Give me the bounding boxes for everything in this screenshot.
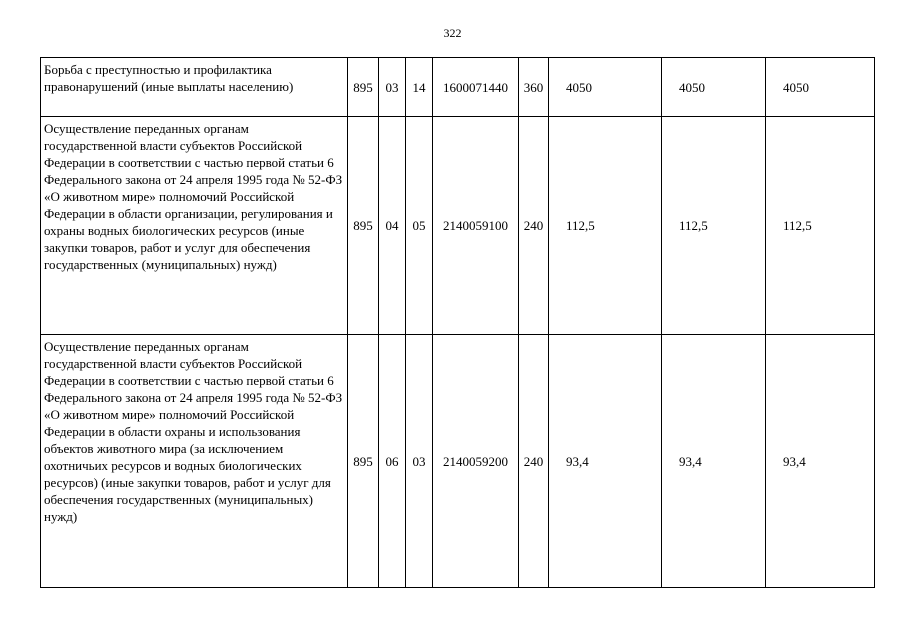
expense-type-code: 240 [519, 335, 549, 588]
ministry-code: 895 [348, 117, 379, 335]
target-article-code: 2140059200 [433, 335, 519, 588]
amount-year-1: 112,5 [549, 117, 662, 335]
section-code: 03 [379, 58, 406, 117]
amount-year-2: 93,4 [662, 335, 766, 588]
ministry-code: 895 [348, 58, 379, 117]
ministry-code: 895 [348, 335, 379, 588]
amount-year-1: 4050 [549, 58, 662, 117]
target-article-code: 1600071440 [433, 58, 519, 117]
subsection-code: 03 [406, 335, 433, 588]
amount-year-2: 112,5 [662, 117, 766, 335]
table-row [41, 117, 875, 335]
expense-description: Осуществление переданных органам государственной власти субъектов Российской Федерации в соответствии с частью первой статьи 6 Федерального закона от 24 апреля 1995 года № 52-ФЗ «О животном мире» полномочий Российской Федерации в области охраны и использования объектов животного мира (за исключением охотничьих ресурсов и водных биологических ресурсов) (иные закупки товаров, работ и услуг для обеспечения государственных (муниципальных) нужд) [41, 335, 348, 588]
target-article-code: 2140059100 [433, 117, 519, 335]
amount-year-3: 4050 [766, 58, 875, 117]
subsection-code: 14 [406, 58, 433, 117]
table-row [41, 335, 875, 588]
expense-type-code: 360 [519, 58, 549, 117]
subsection-code: 05 [406, 117, 433, 335]
table-row [41, 58, 875, 117]
page-number: 322 [443, 26, 462, 40]
amount-year-1: 93,4 [549, 335, 662, 588]
expense-description: Осуществление переданных органам государственной власти субъектов Российской Федерации в соответствии с частью первой статьи 6 Федерального закона от 24 апреля 1995 года № 52-ФЗ «О животном мире» полномочий Российской Федерации в области организации, регулирования и охраны водных биологических ресурсов (иные закупки товаров, работ и услуг для обеспечения государственных (муниципальных) нужд) [41, 117, 348, 335]
expense-description: Борьба с преступностью и профилактика правонарушений (иные выплаты населению) [41, 58, 348, 117]
amount-year-3: 112,5 [766, 117, 875, 335]
section-code: 06 [379, 335, 406, 588]
amount-year-3: 93,4 [766, 335, 875, 588]
expense-type-code: 240 [519, 117, 549, 335]
section-code: 04 [379, 117, 406, 335]
budget-table [40, 57, 875, 588]
amount-year-2: 4050 [662, 58, 766, 117]
